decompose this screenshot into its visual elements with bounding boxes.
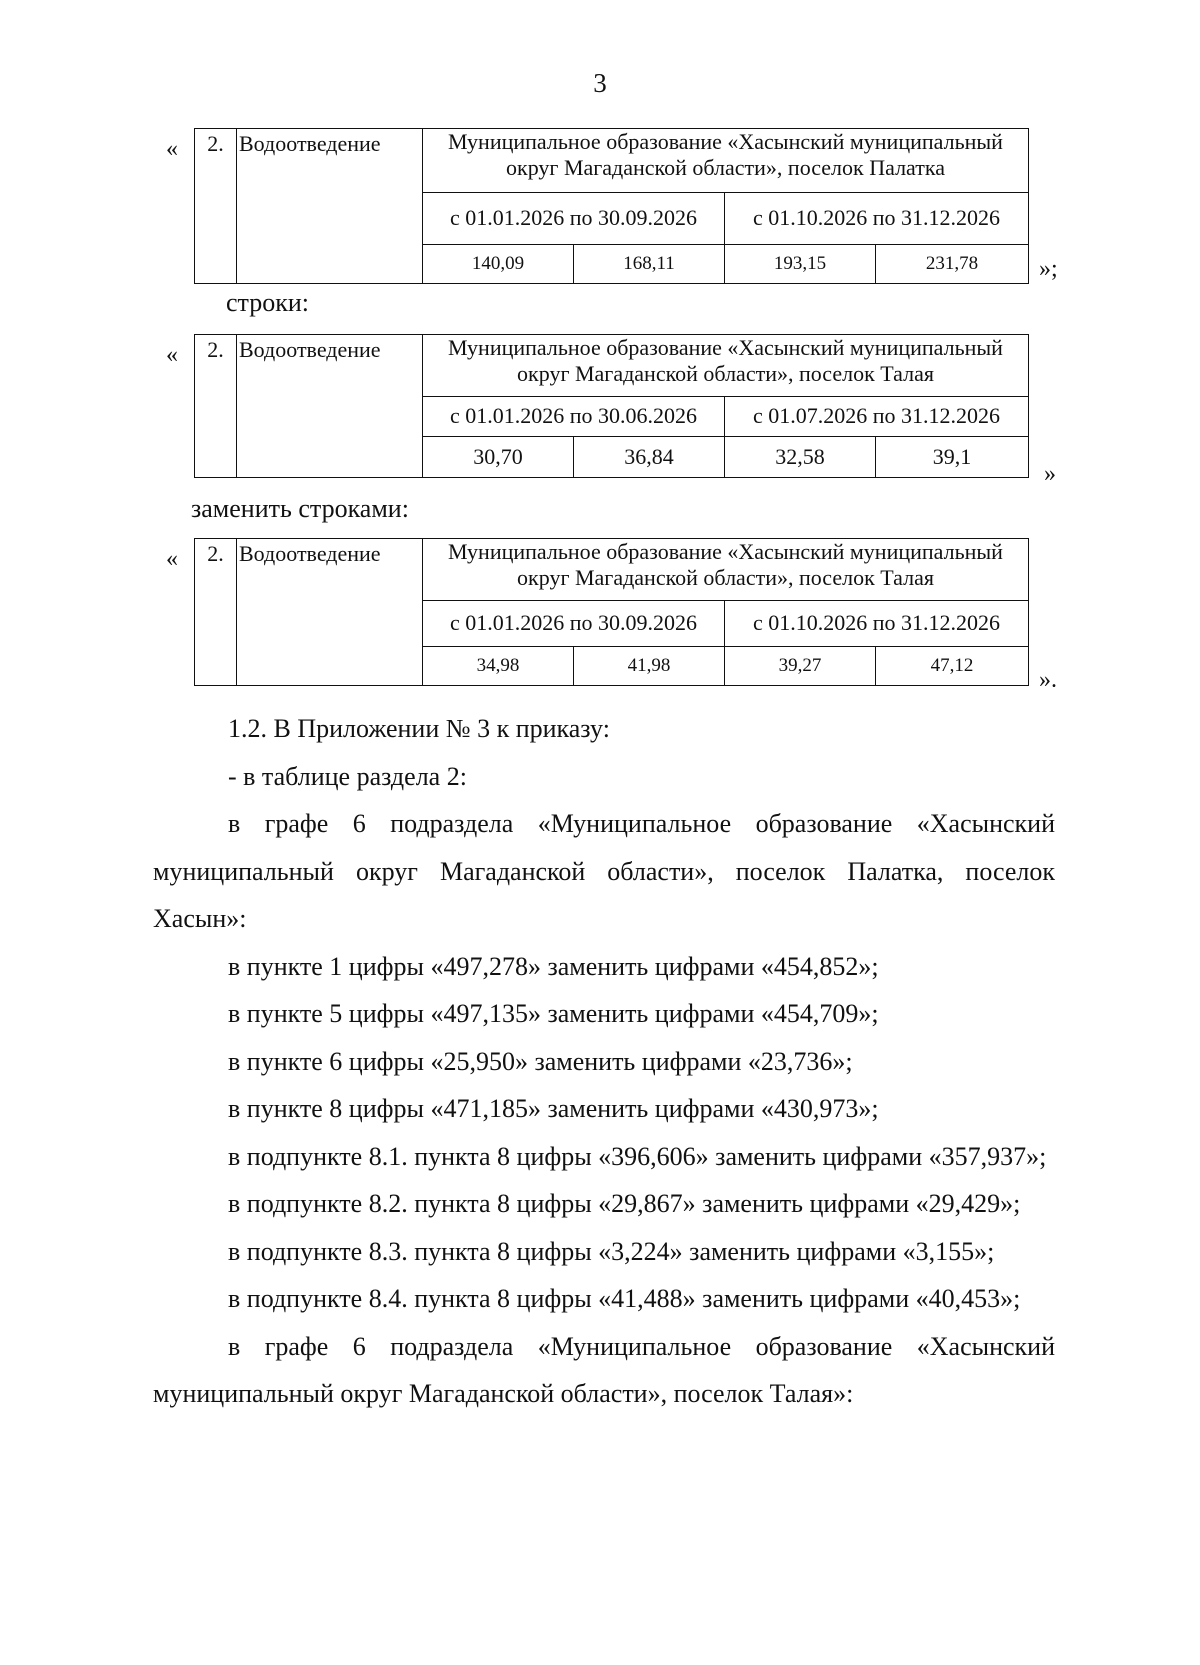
amendment-text bbox=[153, 705, 1055, 1418]
tariff-value: 231,78 bbox=[876, 245, 1029, 284]
tariff-table-talaya-old bbox=[194, 334, 1029, 478]
paragraph: в пункте 8 цифры «471,185» заменить цифрами «430,973»; bbox=[228, 1094, 879, 1123]
period-header: с 01.10.2026 по 31.12.2026 bbox=[725, 193, 1029, 245]
tariff-value: 30,70 bbox=[423, 437, 574, 478]
period-header: с 01.07.2026 по 31.12.2026 bbox=[725, 397, 1029, 437]
period-header: с 01.01.2026 по 30.09.2026 bbox=[423, 601, 725, 647]
tariff-value: 36,84 bbox=[574, 437, 725, 478]
close-quote: » bbox=[1044, 461, 1056, 487]
paragraph: в графе 6 подраздела «Муниципальное образование «Хасынский муниципальный округ Магаданской области», поселок Талая»: bbox=[153, 1331, 1055, 1408]
row-number: 2. bbox=[195, 129, 237, 284]
paragraph: - в таблице раздела 2: bbox=[228, 761, 467, 791]
service-name: Водоотведение bbox=[237, 129, 423, 284]
tariff-value: 41,98 bbox=[574, 647, 725, 686]
replace-label: заменить строками: bbox=[191, 494, 409, 523]
paragraph: в подпункте 8.2. пункта 8 цифры «29,867» заменить цифрами «29,429»; bbox=[228, 1189, 1021, 1218]
lines-label: строки: bbox=[226, 288, 309, 317]
tariff-value: 193,15 bbox=[725, 245, 876, 284]
service-name: Водоотведение bbox=[237, 335, 423, 478]
period-header: с 01.01.2026 по 30.09.2026 bbox=[423, 193, 725, 245]
tariff-value: 140,09 bbox=[423, 245, 574, 284]
paragraph: в подпункте 8.3. пункта 8 цифры «3,224» заменить цифрами «3,155»; bbox=[228, 1236, 995, 1266]
open-quote: « bbox=[166, 546, 178, 572]
tariff-value: 47,12 bbox=[876, 647, 1029, 686]
tariff-value: 39,27 bbox=[725, 647, 876, 686]
tariff-value: 34,98 bbox=[423, 647, 574, 686]
municipality-header: Муниципальное образование «Хасынский муниципальный округ Магаданской области», поселок Палатка bbox=[423, 129, 1029, 193]
page-number: 3 bbox=[593, 68, 607, 98]
period-header: с 01.01.2026 по 30.06.2026 bbox=[423, 397, 725, 437]
open-quote: « bbox=[166, 136, 178, 162]
paragraph: 1.2. В Приложении № 3 к приказу: bbox=[228, 714, 610, 743]
tariff-value: 32,58 bbox=[725, 437, 876, 478]
close-quote: ». bbox=[1039, 667, 1057, 693]
tariff-table-talaya-new bbox=[194, 538, 1029, 686]
tariff-table-palatka bbox=[194, 128, 1029, 284]
municipality-header: Муниципальное образование «Хасынский муниципальный округ Магаданской области», поселок Талая bbox=[423, 335, 1029, 397]
municipality-header: Муниципальное образование «Хасынский муниципальный округ Магаданской области», поселок Талая bbox=[423, 539, 1029, 601]
tariff-value: 168,11 bbox=[574, 245, 725, 284]
row-number: 2. bbox=[195, 539, 237, 686]
service-name: Водоотведение bbox=[237, 539, 423, 686]
paragraph: в подпункте 8.1. пункта 8 цифры «396,606» заменить цифрами «357,937»; bbox=[228, 1141, 1047, 1171]
tariff-value: 39,1 bbox=[876, 437, 1029, 478]
row-number: 2. bbox=[195, 335, 237, 478]
period-header: с 01.10.2026 по 31.12.2026 bbox=[725, 601, 1029, 647]
paragraph: в пункте 6 цифры «25,950» заменить цифрами «23,736»; bbox=[228, 1046, 853, 1076]
open-quote: « bbox=[166, 342, 178, 368]
paragraph: в пункте 5 цифры «497,135» заменить цифрами «454,709»; bbox=[228, 999, 879, 1028]
paragraph: в подпункте 8.4. пункта 8 цифры «41,488» заменить цифрами «40,453»; bbox=[228, 1284, 1021, 1313]
paragraph: в пункте 1 цифры «497,278» заменить цифрами «454,852»; bbox=[228, 951, 879, 981]
paragraph: в графе 6 подраздела «Муниципальное образование «Хасынский муниципальный округ Магаданской области», поселок Палатка, поселок Хасын»: bbox=[153, 809, 1055, 933]
close-quote: »; bbox=[1039, 256, 1058, 282]
